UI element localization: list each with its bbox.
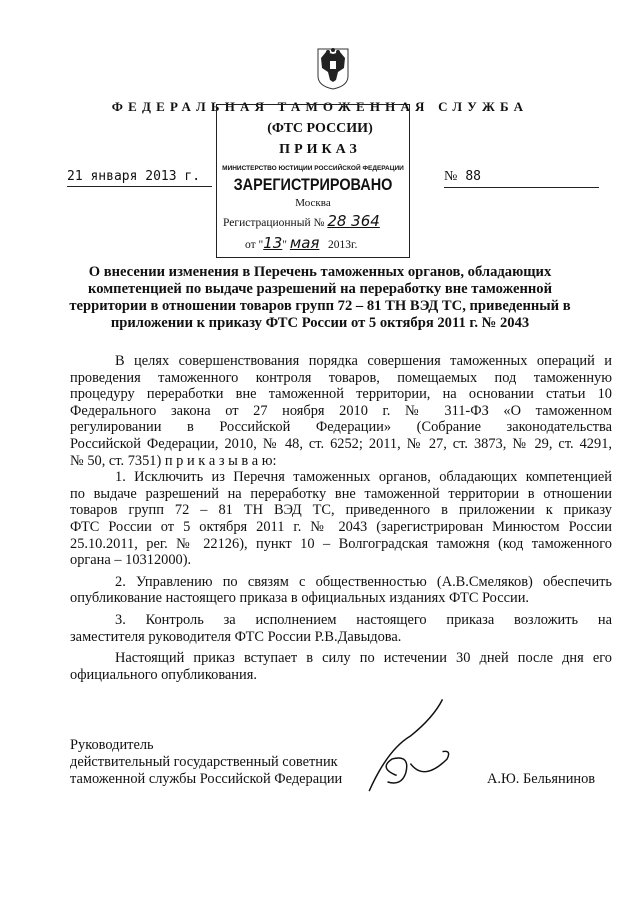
position-line: Руководитель: [70, 737, 154, 753]
reg-label: Регистрационный №: [223, 217, 325, 229]
text-line: регулировании в Российской Федерации» (Собрание законодательства: [70, 419, 612, 436]
stamp-city: Москва: [295, 197, 331, 209]
paragraph: [70, 650, 612, 683]
text-line: Федерального закона от 27 ноября 2010 г. № 311-ФЗ «О таможенном: [70, 402, 612, 419]
text-line: органа – 10312000).: [70, 552, 192, 569]
paragraph: [70, 469, 612, 569]
text-line: 3. Контроль за исполнением настоящего приказа возложить на: [115, 611, 612, 628]
text-line: ФТС России от 5 октября 2011 г. № 2043 (зарегистрирован Минюстом России: [70, 518, 612, 535]
text-line: 1. Исключить из Перечня таможенных органов, обладающих компетенцией: [115, 469, 612, 486]
paragraph: [70, 353, 612, 469]
reg-number: 28 364: [327, 212, 380, 230]
paragraph: [70, 574, 612, 607]
position-line: таможенной службы Российской Федерации: [70, 771, 343, 787]
position-line: действительный государственный советник: [70, 754, 338, 770]
agency-name: ФЕДЕРАЛЬНАЯ ТАМОЖЕННАЯ СЛУЖБА: [111, 99, 529, 114]
agency-short-name: (ФТС РОССИИ): [267, 121, 373, 136]
paragraph: [70, 612, 612, 645]
stamp-date: [245, 234, 357, 255]
order-number: [444, 169, 599, 188]
text-line: 2. Управлению по связям с общественностью (А.В.Смеляков) обеспечить: [115, 573, 612, 590]
date-mid: ": [282, 239, 287, 251]
stamp-ministry: МИНИСТЕРСТВО ЮСТИЦИИ РОССИЙСКОЙ ФЕДЕРАЦИИ: [222, 165, 404, 172]
text-line: проведения таможенного контроля товаров, помещаемых под таможенную: [70, 369, 612, 386]
order-date: 21 января 2013 г.: [67, 169, 212, 187]
document-title: [60, 264, 580, 332]
date-prefix: от ": [245, 239, 264, 251]
reg-day: 13: [263, 234, 283, 252]
coat-of-arms-icon: [316, 46, 350, 90]
text-line: Российской Федерации, 2010, № 48, ст. 6252; 2011, № 27, ст. 3873, № 29, ст. 4291,: [70, 435, 612, 452]
reg-year: 2013г.: [328, 239, 358, 251]
signatory-name: А.Ю. Бельянинов: [487, 771, 596, 787]
text-line: Настоящий приказ вступает в силу по истечении 30 дней после дня его: [115, 650, 612, 667]
stamp-registration-number: [223, 212, 380, 233]
text-line: по выдаче разрешений на переработку вне таможенной территории в отношении: [70, 485, 612, 502]
text-line: заместителя руководителя ФТС России Р.В.Давыдова.: [70, 628, 402, 645]
number-value: 88: [465, 169, 482, 184]
title-line: приложении к приказу ФТС России от 5 октября 2011 г. № 2043: [110, 315, 530, 331]
stamp-registered: ЗАРЕГИСТРИРОВАНО: [233, 175, 393, 194]
text-line: товаров групп 72 – 81 ТН ВЭД ТС, приведенного в приложении к приказу: [70, 502, 612, 519]
signatory-position: [70, 737, 342, 788]
handwritten-signature: [360, 690, 470, 805]
registration-stamp: [216, 104, 410, 258]
text-line: опубликование настоящего приказа в официальных изданиях ФТС России.: [70, 590, 529, 607]
document-body: [70, 353, 612, 683]
title-line: компетенцией по выдаче разрешений на переработку вне таможенной: [88, 281, 552, 297]
number-label: №: [444, 169, 458, 184]
text-line: № 50, ст. 7351) п р и к а з ы в а ю:: [70, 452, 277, 469]
document-type: ПРИКАЗ: [279, 142, 361, 157]
text-line: В целях совершенствования порядка совершения таможенных операций и: [115, 353, 612, 369]
text-line: 25.10.2011, рег. № 22126), пункт 10 – Волгоградская таможня (код таможенного: [70, 535, 612, 552]
text-line: официального опубликования.: [70, 666, 257, 683]
title-line: территории в отношении товаров групп 72 – 81 ТН ВЭД ТС, приведенный в: [69, 298, 571, 314]
title-line: О внесении изменения в Перечень таможенных органов, обладающих: [88, 264, 552, 280]
reg-month: мая: [289, 234, 320, 252]
text-line: процедуру переработки вне таможенной территории, на основании статьи 10: [70, 386, 612, 403]
